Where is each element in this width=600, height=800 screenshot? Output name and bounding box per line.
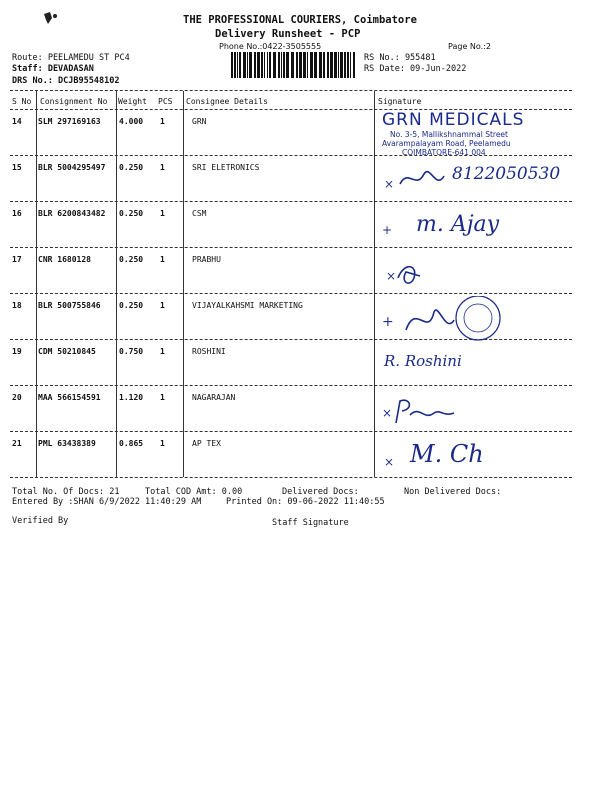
col-header-consignment: Consignment No (40, 97, 108, 106)
verified-by: Verified By (12, 516, 69, 526)
svg-text:+: + (382, 314, 394, 330)
signature-row16: m. Ajay (416, 212, 500, 237)
row-weight: 0.750 (119, 347, 144, 356)
row-consignee: ROSHINI (192, 347, 226, 356)
row-consignment: MAA 566154591 (38, 393, 101, 402)
row-sno: 20 (12, 393, 22, 402)
row-pcs: 1 (160, 301, 165, 310)
delivered-docs: Delivered Docs: (282, 487, 359, 497)
row-pcs: 1 (160, 209, 165, 218)
staff-signature: Staff Signature (272, 518, 349, 528)
runsheet-subtitle: Delivery Runsheet - PCP (215, 28, 361, 40)
row-consignee: CSM (192, 209, 207, 218)
divider (10, 385, 572, 386)
row-pcs: 1 (160, 117, 165, 126)
x-mark-icon (380, 212, 420, 242)
svg-text:+: + (382, 223, 393, 237)
stamp-line1: No. 3-5, Mallikshnammal Street (390, 130, 508, 139)
row-consignment: BLR 500755846 (38, 301, 101, 310)
col-header-weight: Weight (118, 97, 147, 106)
row-consignee: PRABHU (192, 255, 221, 264)
stamp-name: GRN MEDICALS (382, 110, 525, 130)
row-weight: 1.120 (119, 393, 144, 402)
row-pcs: 1 (160, 347, 165, 356)
row-consignee: VIJAYALKAHSMI MARKETING (192, 301, 303, 310)
column-separator (36, 91, 37, 477)
total-docs: Total No. Of Docs: 21 (12, 487, 120, 497)
row-pcs: 1 (160, 393, 165, 402)
row-sno: 15 (12, 163, 22, 172)
row-consignee: SRI ELETRONICS (192, 163, 260, 172)
row-consignee: AP TEX (192, 439, 221, 448)
divider (10, 431, 572, 432)
stamp-line2: Avarampalayam Road, Peelamedu (382, 139, 511, 148)
page-number: Page No.:2 (448, 42, 491, 51)
phone-number: Phone No.:0422-3505555 (219, 42, 322, 51)
rs-date: RS Date: 09-Jun-2022 (364, 64, 467, 74)
company-title: THE PROFESSIONAL COURIERS, Coimbatore (183, 14, 417, 26)
signature-row18 (380, 296, 530, 346)
row-sno: 17 (12, 255, 22, 264)
row-consignee: GRN (192, 117, 207, 126)
row-sno: 21 (12, 439, 22, 448)
grn-medicals-stamp (382, 110, 524, 157)
row-consignment: SLM 297169163 (38, 117, 101, 126)
column-separator (374, 91, 375, 477)
signature-row19: R. Roshini (384, 352, 462, 370)
col-header-pcs: PCS (158, 97, 173, 106)
row-consignee: NAGARAJAN (192, 393, 236, 402)
printed-on: Printed On: 09-06-2022 11:40:55 (226, 497, 385, 507)
svg-text:×: × (384, 455, 395, 469)
stamp-line3: COIMBATORE-641 004 (402, 148, 486, 157)
row-pcs: 1 (160, 439, 165, 448)
signature-row20 (380, 395, 470, 429)
col-header-sno: S No (12, 97, 32, 106)
drs-number: DRS No.: DCJB95548102 (12, 76, 120, 86)
total-cod: Total COD Amt: 0.00 (145, 487, 243, 497)
divider (10, 90, 572, 91)
col-header-consignee: Consignee Details (186, 97, 268, 106)
row-consignment: BLR 5004295497 (38, 163, 106, 172)
row-consignment: PML 63438389 (38, 439, 96, 448)
row-consignment: BLR 6200843482 (38, 209, 106, 218)
signature-phone: 8122050530 (452, 164, 561, 184)
non-delivered-docs: Non Delivered Docs: (404, 487, 502, 497)
row-weight: 0.865 (119, 439, 144, 448)
row-sno: 19 (12, 347, 22, 356)
svg-text:×: × (386, 269, 397, 283)
row-weight: 4.000 (119, 117, 144, 126)
col-header-signature: Signature (378, 97, 422, 106)
entered-by: Entered By :SHAN 6/9/2022 11:40:29 AM (12, 497, 202, 507)
divider (10, 293, 572, 294)
signature-row17 (384, 258, 444, 290)
route-info: Route: PEELAMEDU ST PC4 (12, 53, 130, 63)
barcode-icon (231, 52, 359, 78)
row-consignment: CNR 1680128 (38, 255, 91, 264)
rs-number: RS No.: 955481 (364, 53, 436, 63)
signature-row21: M. Ch (410, 440, 484, 468)
column-separator (183, 91, 184, 477)
x-mark-icon (380, 450, 410, 474)
row-consignment: CDM 50210845 (38, 347, 96, 356)
row-pcs: 1 (160, 163, 165, 172)
row-sno: 18 (12, 301, 22, 310)
courier-logo-icon (40, 10, 62, 32)
divider (10, 201, 572, 202)
row-sno: 16 (12, 209, 22, 218)
row-sno: 14 (12, 117, 22, 126)
divider (10, 247, 572, 248)
svg-text:×: × (382, 406, 393, 420)
row-weight: 0.250 (119, 163, 144, 172)
column-separator (116, 91, 117, 477)
svg-text:×: × (384, 177, 395, 191)
row-pcs: 1 (160, 255, 165, 264)
divider (10, 477, 572, 478)
row-weight: 0.250 (119, 301, 144, 310)
row-weight: 0.250 (119, 255, 144, 264)
row-weight: 0.250 (119, 209, 144, 218)
staff-info: Staff: DEVADASAN (12, 64, 94, 74)
